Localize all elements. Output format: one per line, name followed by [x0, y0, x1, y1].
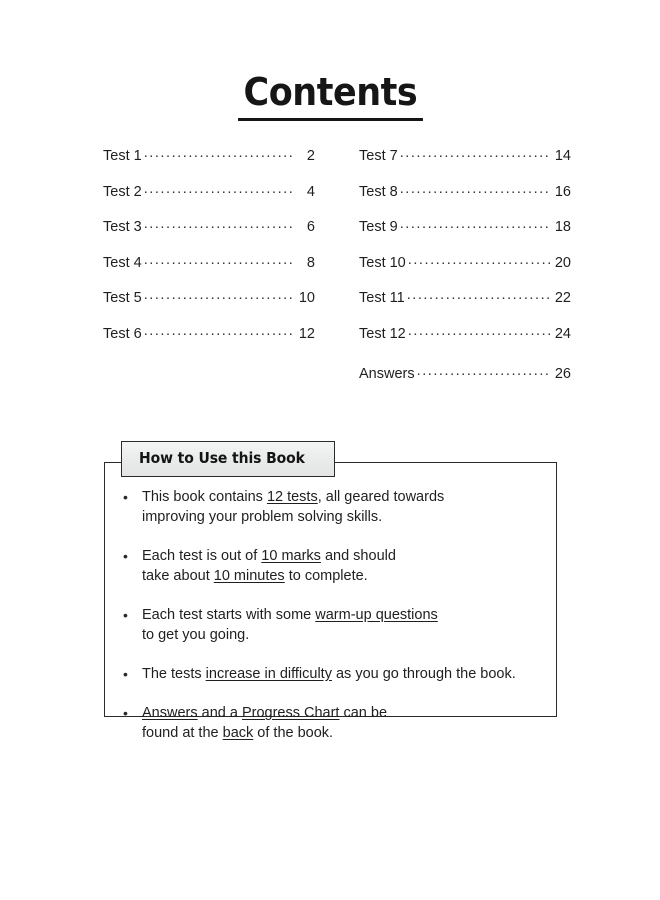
- toc-dot-leader: [408, 253, 551, 267]
- toc-entry-page-number: 16: [554, 183, 571, 200]
- toc-dot-leader: [144, 182, 295, 196]
- toc-entry-page-number: 22: [554, 290, 571, 306]
- emphasised-phrase: Progress Chart: [241, 705, 340, 721]
- toc-entry-label: Test 1: [103, 148, 142, 164]
- toc-dot-leader: [400, 146, 551, 160]
- toc-column-left: [103, 146, 315, 359]
- toc-entry-label: Test 11: [359, 290, 405, 306]
- toc-column-right: [359, 146, 571, 399]
- emphasised-phrase: increase in difficulty: [205, 666, 332, 682]
- toc-entry[interactable]: [103, 146, 315, 165]
- toc-entry[interactable]: [103, 288, 315, 307]
- toc-entry[interactable]: [359, 146, 571, 165]
- text-run: to complete.: [284, 568, 368, 584]
- bullet-icon: •: [123, 705, 128, 721]
- text-run: to get you going.: [142, 627, 250, 643]
- toc-entry-label: Test 3: [103, 219, 142, 235]
- list-item: [123, 664, 568, 684]
- list-item-text: [142, 487, 482, 527]
- toc-entry-label: Test 8: [359, 183, 398, 200]
- list-item-text: [142, 664, 568, 684]
- toc-entry-page-number: 26: [554, 365, 571, 382]
- toc-entry-page-number: 8: [306, 254, 315, 271]
- text-run: , all geared towards improving your problem solving skills.: [142, 489, 445, 525]
- toc-entry-label: Test 10: [359, 254, 406, 271]
- how-to-use-heading-text: How to Use this Book: [139, 449, 305, 467]
- page-title: [0, 70, 660, 121]
- page-title-text: Contents: [238, 70, 423, 121]
- list-item-text: [142, 605, 482, 645]
- toc-entry[interactable]: [359, 253, 571, 272]
- text-run: of the book.: [253, 725, 334, 741]
- emphasised-phrase: 10 minutes: [213, 568, 285, 584]
- toc-entry-label: Test 7: [359, 148, 398, 164]
- how-to-use-heading-tab: [121, 441, 335, 477]
- bullet-icon: •: [123, 666, 128, 682]
- toc-entry-label: Test 6: [103, 325, 142, 342]
- toc-entry-label: Answers: [359, 365, 415, 382]
- toc-entry-page-number: 4: [306, 183, 315, 200]
- emphasised-phrase: Answers: [142, 705, 198, 721]
- toc-entry-page-number: 2: [306, 148, 315, 164]
- emphasised-phrase: 10 marks: [261, 548, 321, 564]
- toc-dot-leader: [408, 324, 551, 338]
- list-item: [123, 546, 568, 586]
- text-run: can be: [339, 705, 388, 721]
- bullet-icon: •: [123, 607, 128, 623]
- toc-entry[interactable]: [103, 217, 315, 236]
- bullet-icon: •: [123, 489, 128, 505]
- text-run: and a: [197, 705, 242, 721]
- toc-entry[interactable]: [359, 182, 571, 201]
- bullet-icon: •: [123, 548, 128, 564]
- toc-entry[interactable]: [103, 182, 315, 201]
- text-run: take about: [142, 568, 214, 584]
- toc-entry-label: Test 2: [103, 183, 142, 200]
- toc-entry-label: Test 9: [359, 219, 398, 235]
- list-item-text: [142, 703, 482, 743]
- toc-entry[interactable]: [359, 288, 571, 307]
- text-run: found at the: [142, 725, 223, 741]
- toc-entry-label: Test 4: [103, 254, 142, 271]
- text-run: Each test starts with some: [142, 607, 316, 623]
- toc-entry-page-number: 10: [298, 290, 315, 306]
- list-item: [123, 605, 568, 645]
- text-run: as you go through the book.: [331, 666, 516, 682]
- text-run: The tests: [142, 666, 206, 682]
- toc-entry[interactable]: [359, 364, 571, 383]
- toc-dot-leader: [407, 288, 551, 302]
- toc-dot-leader: [144, 217, 295, 231]
- toc-entry-page-number: 24: [554, 325, 571, 342]
- text-run: Each test is out of: [142, 548, 262, 564]
- toc-dot-leader: [400, 182, 551, 196]
- toc-entry-label: Test 12: [359, 325, 406, 342]
- toc-entry-page-number: 12: [298, 325, 315, 342]
- toc-entry-page-number: 18: [554, 219, 571, 235]
- toc-dot-leader: [144, 146, 295, 160]
- toc-dot-leader: [417, 364, 551, 378]
- toc-dot-leader: [144, 324, 295, 338]
- list-item: [123, 703, 568, 743]
- text-run: and should: [320, 548, 396, 564]
- toc-entry[interactable]: [103, 253, 315, 272]
- list-item-text: [142, 546, 482, 586]
- toc-entry[interactable]: [103, 324, 315, 343]
- emphasised-phrase: warm-up questions: [315, 607, 438, 623]
- toc-dot-leader: [144, 288, 295, 302]
- emphasised-phrase: back: [222, 725, 254, 741]
- list-item: [123, 487, 568, 527]
- toc-entry[interactable]: [359, 324, 571, 343]
- toc-dot-leader: [400, 217, 551, 231]
- toc-entry-page-number: 14: [554, 148, 571, 164]
- toc-entry[interactable]: [359, 217, 571, 236]
- text-run: This book contains: [142, 489, 267, 505]
- emphasised-phrase: 12 tests: [266, 489, 318, 505]
- toc-entry-page-number: 6: [306, 219, 315, 235]
- toc-dot-leader: [144, 253, 295, 267]
- how-to-use-list: [123, 487, 568, 762]
- toc-entry-label: Test 5: [103, 290, 142, 306]
- toc-entry-page-number: 20: [554, 254, 571, 271]
